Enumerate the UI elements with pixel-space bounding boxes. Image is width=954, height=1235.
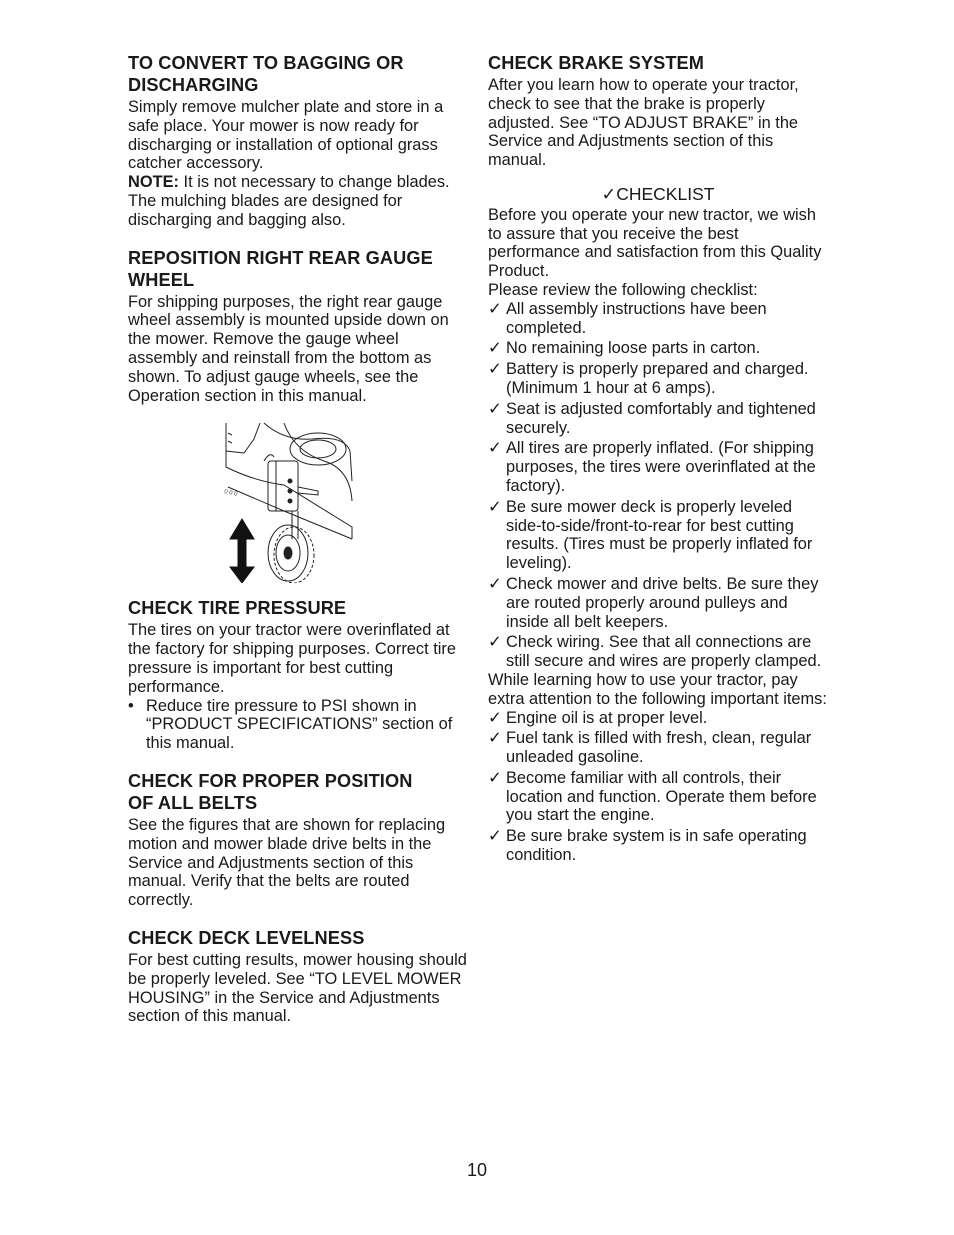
checklist-item [488,439,828,495]
bagging-note [128,173,468,229]
checklist-review: Please review the following checklist: [488,280,758,299]
check-mark-icon: ✓ [488,768,502,787]
learning-item [488,729,828,767]
brake-body: After you learn how to operate your tractor, check to see that the brake is properly adjusted. See “TO ADJUST BRAKE” in the Service and Adjustments section of this manual. [488,76,799,170]
gauge-body: For shipping purposes, the right rear gauge wheel assembly is mounted upside down on the mower. Remove the gauge wheel assembly and reinstall from the bottom as shown. To adjust gauge wheels, see the Operation section in this manual. [128,292,449,405]
section-deck-levelness [128,927,468,1026]
learning-item [488,827,828,865]
gauge-wheel-figure [224,421,354,583]
deck-heading: CHECK DECK LEVELNESS [128,927,365,948]
learning-item [488,769,828,825]
tire-bullet-item [128,697,468,753]
section-bagging [128,52,468,230]
learning-item-text: Become familiar with all controls, their location and function. Operate them before you start the engine. [506,768,817,825]
checklist-title: ✓CHECKLIST [601,183,715,204]
check-mark-icon: ✓ [488,299,502,318]
checklist-item [488,300,828,338]
check-mark-icon: ✓ [488,827,502,846]
bagging-heading-line1: TO CONVERT TO BAGGING OR [128,53,404,73]
checklist-item [488,339,828,358]
gauge-heading-line2: WHEEL [128,269,195,290]
checklist-items [488,300,828,671]
checklist-intro: Before you operate your new tractor, we wish to assure that you receive the best performance and satisfaction from this Quality Product. [488,205,822,281]
belts-heading [128,770,468,814]
up-down-arrow-icon [230,519,254,583]
check-mark-icon: ✓ [488,339,502,358]
bagging-heading-line2: DISCHARGING [128,75,259,95]
checklist-item [488,575,828,631]
checklist-item-text: All assembly instructions have been completed. [506,299,767,337]
checklist-item [488,498,828,573]
check-mark-icon: ✓ [488,497,502,516]
learning-item-text: Engine oil is at proper level. [506,708,708,727]
page-number: 10 [466,1160,488,1180]
learning-item-text: Be sure brake system is in safe operating condition. [506,827,807,865]
checklist-item-text: Check mower and drive belts. Be sure they are routed properly around pulleys and inside all belt keepers. [506,574,819,631]
tire-bullet-text: Reduce tire pressure to PSI shown in “PRODUCT SPECIFICATIONS” section of this manual. [146,696,453,753]
left-column [128,52,468,1043]
checklist-item-text: Seat is adjusted comfortably and tightened securely. [506,399,816,437]
gauge-heading-line1: REPOSITION RIGHT REAR GAUGE [128,247,433,268]
learning-intro: While learning how to use your tractor, pay extra attention to the following important items: [488,670,827,708]
checklist-item [488,633,828,671]
checklist-item-text: Check wiring. See that all connections are still secure and wires are properly clamped. [506,633,822,671]
checklist-item-text: Be sure mower deck is properly leveled side-to-side/front-to-rear for best cutting results. (Tires must be properly inflated for leveling). [506,497,813,573]
checklist-item-text: All tires are properly inflated. (For shipping purposes, the tires were overinflated at the factory). [506,439,816,495]
check-mark-icon: ✓ [488,633,502,652]
learning-item-text: Fuel tank is filled with fresh, clean, regular unleaded gasoline. [506,729,812,767]
bagging-body: Simply remove mulcher plate and store in a safe place. Your mower is now ready for discharging or installation of optional grass catcher accessory. [128,98,444,173]
check-mark-icon: ✓ [488,399,502,418]
section-tire-pressure [128,597,468,753]
learning-item [488,709,828,728]
belts-body: See the figures that are shown for replacing motion and mower blade drive belts in the Service and Adjustments section of this manual. Verify that the belts are routed correctly. [128,815,446,910]
section-gauge-wheel [128,247,468,406]
check-mark-icon: ✓ [488,574,502,593]
section-belts [128,770,468,910]
bagging-heading [128,52,468,96]
gauge-heading [128,247,468,291]
gauge-wheel-illustration [224,421,354,583]
note-label: NOTE: [128,173,179,192]
learning-items [488,709,828,865]
section-brake [488,52,828,170]
belts-heading-line2: OF ALL BELTS [128,792,258,813]
right-column [488,52,828,867]
tire-heading: CHECK TIRE PRESSURE [128,598,347,619]
svg-text:0 0 0: 0 0 0 [224,489,238,499]
checklist-item-text: No remaining loose parts in carton. [506,339,761,358]
checklist-item [488,400,828,438]
checklist-item [488,360,828,398]
checklist-item-text: Battery is properly prepared and charged. (Minimum 1 hour at 6 amps). [506,360,809,397]
check-mark-icon: ✓ [488,439,502,458]
check-mark-icon: ✓ [488,729,502,748]
bullet-dot: • [128,696,134,715]
deck-body: For best cutting results, mower housing should be properly leveled. See “TO LEVEL MOWER HOUSING” in the Service and Adjustments section of this manual. [128,950,467,1026]
check-mark-icon: ✓ [488,360,502,379]
belts-heading-line1: CHECK FOR PROPER POSITION [128,770,413,791]
check-mark-icon: ✓ [488,708,502,727]
note-text: It is not necessary to change blades. The mulching blades are designed for discharging and bagging also. [128,173,450,229]
tire-body: The tires on your tractor were overinflated at the factory for shipping purposes. Correct tire pressure is important for best cutting performance. [128,621,456,696]
brake-heading: CHECK BRAKE SYSTEM [488,53,705,73]
